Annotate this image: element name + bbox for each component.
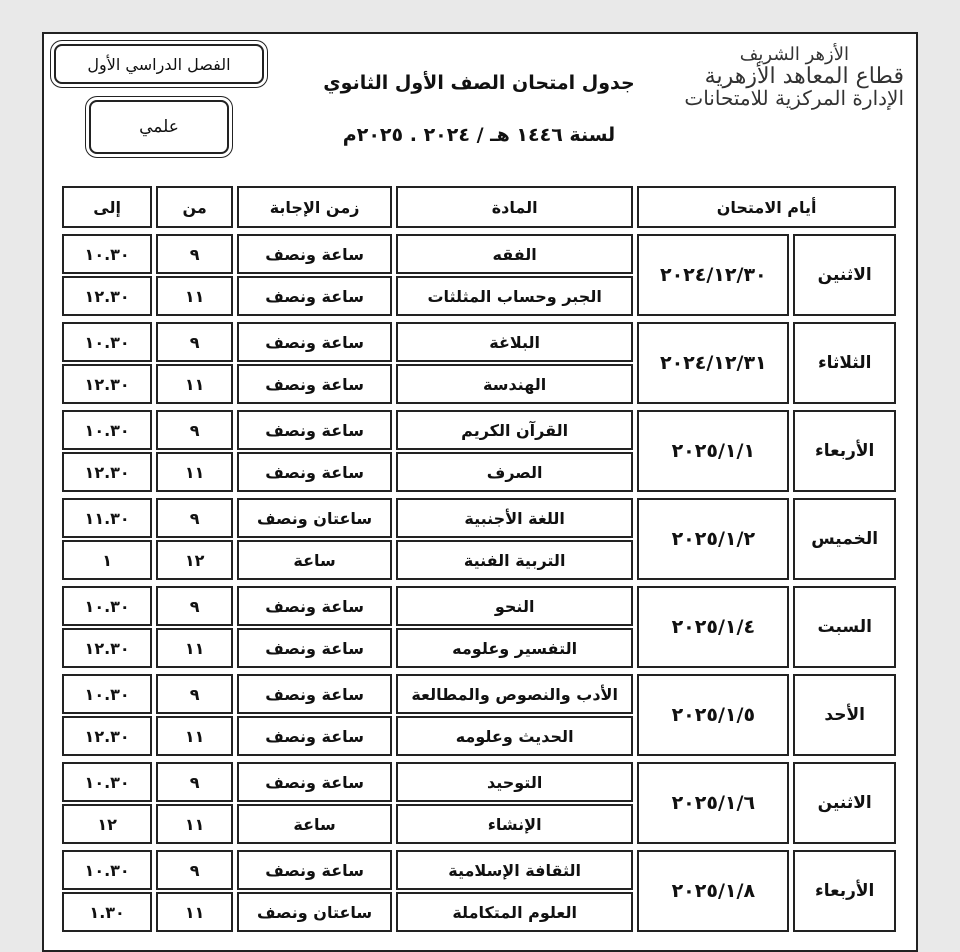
end-time-cell: ١.٣٠ [62, 892, 152, 932]
end-time-cell: ١١.٣٠ [62, 498, 152, 538]
start-time-cell: ٩ [156, 234, 233, 274]
subject-cell: النحو [396, 586, 633, 626]
exam-day: الثلاثاء [793, 322, 896, 404]
start-time-cell: ٩ [156, 674, 233, 714]
duration-cell: ساعة ونصف [237, 276, 392, 316]
duration-cell: ساعة ونصف [237, 322, 392, 362]
table-row [62, 410, 896, 450]
start-time-cell: ١١ [156, 892, 233, 932]
subject-cell: الصرف [396, 452, 633, 492]
exam-day: السبت [793, 586, 896, 668]
azhar-logo [674, 46, 904, 109]
logo-line-3: الإدارة المركزية للامتحانات [684, 85, 904, 110]
exam-day: الاثنين [793, 762, 896, 844]
end-time-cell: ١٢ [62, 804, 152, 844]
start-time-cell: ٩ [156, 410, 233, 450]
duration-cell: ساعة ونصف [237, 716, 392, 756]
subject-cell: البلاغة [396, 322, 633, 362]
logo-line-2: قطاع المعاهد الأزهرية [704, 63, 904, 89]
end-time-cell: ١٠.٣٠ [62, 762, 152, 802]
duration-cell: ساعة ونصف [237, 762, 392, 802]
subject-cell: التوحيد [396, 762, 633, 802]
start-time-cell: ٩ [156, 762, 233, 802]
duration-cell: ساعة ونصف [237, 674, 392, 714]
end-time-cell: ١٠.٣٠ [62, 410, 152, 450]
col-header-to: إلى [62, 186, 152, 228]
exam-table [58, 184, 900, 938]
subject-cell: اللغة الأجنبية [396, 498, 633, 538]
subject-cell: الحديث وعلومه [396, 716, 633, 756]
start-time-cell: ٩ [156, 322, 233, 362]
duration-cell: ساعتان ونصف [237, 892, 392, 932]
end-time-cell: ١٠.٣٠ [62, 322, 152, 362]
subject-cell: التربية الفنية [396, 540, 633, 580]
exam-date: ٢٠٢٤/١٢/٣١ [637, 322, 789, 404]
table-row [62, 586, 896, 626]
start-time-cell: ١١ [156, 716, 233, 756]
duration-cell: ساعة ونصف [237, 586, 392, 626]
exam-day: الأربعاء [793, 850, 896, 932]
exam-date: ٢٠٢٥/١/٨ [637, 850, 789, 932]
exam-day: الاثنين [793, 234, 896, 316]
table-row [62, 674, 896, 714]
col-header-from: من [156, 186, 233, 228]
subject-cell: الجبر وحساب المثلثات [396, 276, 633, 316]
exam-schedule-page [42, 32, 918, 952]
end-time-cell: ١٠.٣٠ [62, 586, 152, 626]
end-time-cell: ١٢.٣٠ [62, 364, 152, 404]
table-row [62, 850, 896, 890]
subject-cell: التفسير وعلومه [396, 628, 633, 668]
semester-box: الفصل الدراسي الأول [54, 44, 264, 84]
end-time-cell: ١٠.٣٠ [62, 850, 152, 890]
duration-cell: ساعة [237, 540, 392, 580]
end-time-cell: ١٠.٣٠ [62, 234, 152, 274]
subject-cell: الإنشاء [396, 804, 633, 844]
end-time-cell: ١٠.٣٠ [62, 674, 152, 714]
exam-date: ٢٠٢٥/١/١ [637, 410, 789, 492]
duration-cell: ساعة ونصف [237, 364, 392, 404]
academic-year: لسنة ١٤٤٦ هـ / ٢٠٢٤ . ٢٠٢٥م [342, 124, 616, 146]
exam-day: الخميس [793, 498, 896, 580]
exam-table-body [62, 234, 896, 936]
start-time-cell: ١١ [156, 628, 233, 668]
start-time-cell: ١١ [156, 276, 233, 316]
start-time-cell: ٩ [156, 586, 233, 626]
start-time-cell: ٩ [156, 850, 233, 890]
duration-cell: ساعة [237, 804, 392, 844]
exam-day: الأربعاء [793, 410, 896, 492]
exam-date: ٢٠٢٥/١/٤ [637, 586, 789, 668]
col-header-subject: المادة [396, 186, 633, 228]
end-time-cell: ١ [62, 540, 152, 580]
subject-cell: الهندسة [396, 364, 633, 404]
subject-cell: الأدب والنصوص والمطالعة [396, 674, 633, 714]
duration-cell: ساعة ونصف [237, 234, 392, 274]
exam-date: ٢٠٢٤/١٢/٣٠ [637, 234, 789, 316]
exam-date: ٢٠٢٥/١/٢ [637, 498, 789, 580]
start-time-cell: ٩ [156, 498, 233, 538]
start-time-cell: ١١ [156, 364, 233, 404]
duration-cell: ساعة ونصف [237, 452, 392, 492]
end-time-cell: ١٢.٣٠ [62, 716, 152, 756]
duration-cell: ساعة ونصف [237, 628, 392, 668]
col-header-duration: زمن الإجابة [237, 186, 392, 228]
subject-cell: الثقافة الإسلامية [396, 850, 633, 890]
subject-cell: القرآن الكريم [396, 410, 633, 450]
duration-cell: ساعة ونصف [237, 850, 392, 890]
exam-date: ٢٠٢٥/١/٦ [637, 762, 789, 844]
start-time-cell: ١١ [156, 452, 233, 492]
table-row [62, 234, 896, 274]
table-row [62, 322, 896, 362]
end-time-cell: ١٢.٣٠ [62, 452, 152, 492]
duration-cell: ساعتان ونصف [237, 498, 392, 538]
subject-cell: الفقه [396, 234, 633, 274]
branch-box: علمي [89, 100, 229, 154]
exam-day: الأحد [793, 674, 896, 756]
end-time-cell: ١٢.٣٠ [62, 276, 152, 316]
logo-line-1: الأزهر الشريف [739, 44, 849, 65]
start-time-cell: ١٢ [156, 540, 233, 580]
col-header-days: أيام الامتحان [637, 186, 896, 228]
subject-cell: العلوم المتكاملة [396, 892, 633, 932]
start-time-cell: ١١ [156, 804, 233, 844]
table-header-row [62, 186, 896, 228]
page-header [44, 34, 916, 184]
page-title: جدول امتحان الصف الأول الثانوي [323, 72, 635, 94]
duration-cell: ساعة ونصف [237, 410, 392, 450]
table-row [62, 762, 896, 802]
end-time-cell: ١٢.٣٠ [62, 628, 152, 668]
exam-date: ٢٠٢٥/١/٥ [637, 674, 789, 756]
table-row [62, 498, 896, 538]
